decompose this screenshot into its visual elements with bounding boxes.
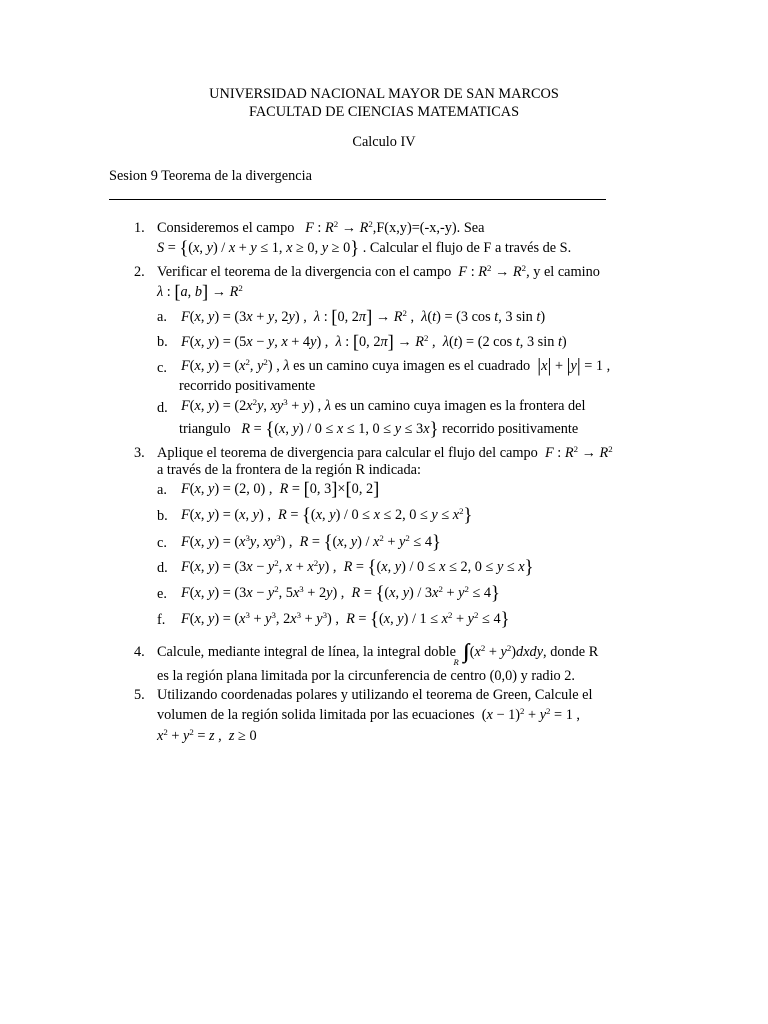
problem-3-text-a: Aplique el teorema de divergencia para calcular el flujo del campo <box>157 445 538 461</box>
problem-2-item-d-text: es un camino cuya imagen es la frontera del <box>334 398 586 414</box>
problem-2-field-formula: F : $R^2 \to R^2$ <box>458 263 527 280</box>
problem-2-item-c-label: c. <box>157 360 167 376</box>
title-divider <box>109 199 606 200</box>
problem-1-line-1 <box>157 220 484 238</box>
course-title: Calculo IV <box>352 134 416 150</box>
problem-3-item-c-label: c. <box>157 535 167 551</box>
problem-3-item-e-formula: F(x, $y) = (3x - y^2$, $5x^3 + 2y$) , R = {(x, $y) / 3x^2 + y^2 \le 4$} <box>181 582 500 604</box>
problem-2-item-d-line-1 <box>181 398 585 416</box>
problem-2-path-formula: λ : [a, $b] \to R^2$ <box>157 281 243 303</box>
problem-2-line-1 <box>157 264 600 282</box>
problem-2-item-d-text-3: recorrido positivamente <box>442 421 579 437</box>
problem-3-item-c-formula: F(x, $y) = (x^3y$, $xy^3$) , R = {(x, $y) / x^2 + y^2 \le 4$} <box>181 531 441 553</box>
problem-4-line-1 <box>157 641 599 667</box>
problem-1-text-b: ,F(x,y)=(-x,-y). Sea <box>372 220 485 236</box>
problem-4-text-a: Calcule, mediante integral de línea, la integral doble <box>157 644 456 660</box>
problem-1-line-2 <box>157 237 572 259</box>
problem-1-text-c: . Calcular el flujo de F a través de S. <box>362 240 572 256</box>
problem-5-text-b: volumen de la región solida limitada por las ecuaciones <box>157 707 475 723</box>
problem-2-item-d-label: d. <box>157 400 168 416</box>
problem-5-line-1: Utilizando coordenadas polares y utilizando el teorema de Green, Calcule el <box>157 687 593 703</box>
problem-1-set-formula: S = {(x, y) / x + y ≤ 1, x ≥ 0, y ≥ 0} <box>157 237 360 259</box>
problem-3-line-2: a través de la frontera de la región R indicada: <box>157 462 421 478</box>
problem-2-item-c-text: es un camino cuya imagen es el cuadrado <box>293 358 531 374</box>
problem-4-line-2: es la región plana limitada por la circunferencia de centro (0,0) y radio 2. <box>157 668 576 684</box>
problem-3-item-a-label: a. <box>157 482 167 498</box>
problem-2-text-b: , y el camino <box>526 264 600 280</box>
problem-3-item-d-formula: F(x, $y) = (3x - y^2$, $x + x^2y$) , R = {(x, y) / 0 ≤ x ≤ 2, 0 ≤ y ≤ x} <box>181 556 534 578</box>
problem-2-item-b-label: b. <box>157 334 168 350</box>
problem-3-item-b-label: b. <box>157 508 168 524</box>
problem-1-number: 1. <box>134 220 145 236</box>
faculty-name: FACULTAD DE CIENCIAS MATEMATICAS <box>248 104 520 120</box>
university-name: UNIVERSIDAD NACIONAL MAYOR DE SAN MARCOS <box>209 86 559 102</box>
problem-2-item-a-label: a. <box>157 309 167 325</box>
session-title: Sesion 9 Teorema de la divergencia <box>109 168 312 184</box>
problem-5-circle-formula: $(x - 1)^2 + y^2 = 1$ , <box>478 706 580 723</box>
problem-3-item-f-label: f. <box>157 612 166 628</box>
problem-5-line-2 <box>157 707 580 725</box>
problem-1-text-a: Consideremos el campo <box>157 220 295 236</box>
problem-2-item-a-formula: F(x, y) = (3x + y, 2y) , λ : [0, $2\pi] \to R^2$ , λ(t) = (3 cos t, 3 sin t) <box>181 306 546 328</box>
problem-2-item-b-formula: F(x, y) = (5x − y, x + 4y) , λ : [0, $2\pi] \to R^2$ , λ(t) = (2 cos t, 3 sin t) <box>181 331 567 353</box>
problem-3-line-1 <box>157 445 613 463</box>
problem-3-item-d-label: d. <box>157 560 168 576</box>
problem-3-item-e-label: e. <box>157 586 167 602</box>
problem-2-item-c-line-1 <box>181 355 611 377</box>
problem-2-item-c-line-2: recorrido positivamente <box>179 378 316 394</box>
problem-4-number: 4. <box>134 644 145 660</box>
problem-3-field-formula: F : $R^2 \to R^2$ <box>544 444 613 461</box>
problem-2-number: 2. <box>134 264 145 280</box>
problem-2-item-c-formula: F(x, $y) = (x^2$, $y^2$) , λ <box>181 357 290 374</box>
problem-2-item-d-line-2 <box>179 418 579 440</box>
problem-2-item-d-text-2: triangulo <box>179 421 231 437</box>
problem-4-text-b: , donde R <box>543 644 599 660</box>
problem-3-number: 3. <box>134 445 145 461</box>
problem-2-text-a: Verificar el teorema de la divergencia con el campo <box>157 264 452 280</box>
problem-2-item-d-formula: F(x, $y) = (2x^2y$, $xy^3 + y$) , λ <box>181 397 331 414</box>
problem-5-number: 5. <box>134 687 145 703</box>
problem-5-paraboloid-formula: $x^2 + y^2 = z$ , z ≥ 0 <box>157 727 257 744</box>
problem-3-item-f-formula: F(x, $y) = (x^3 + y^3$, $2x^3 + y^3$) , R = {(x, $y) / 1 \le x^2 + y^2 \le 4$} <box>181 608 510 630</box>
problem-3-item-b-formula: F(x, y) = (x, y) , R = {(x, y) / 0 ≤ x ≤ 2, $0 \le y \le x^2$} <box>181 504 473 526</box>
problem-2-square-formula: |x| + |y| = 1 , <box>537 355 611 377</box>
problem-1-field-formula: F : $R^2 \to R^2$ <box>305 219 373 236</box>
problem-4-integral-formula: $\int\int_R(x^2$ + $y^2)dxdy$ <box>453 641 544 667</box>
problem-3-item-a-formula: F(x, y) = (2, 0) , R = [0, 3]×[0, 2] <box>181 478 380 500</box>
problem-2-triangle-formula: R = {(x, y) / 0 ≤ x ≤ 1, 0 ≤ y ≤ 3x} <box>241 418 439 440</box>
